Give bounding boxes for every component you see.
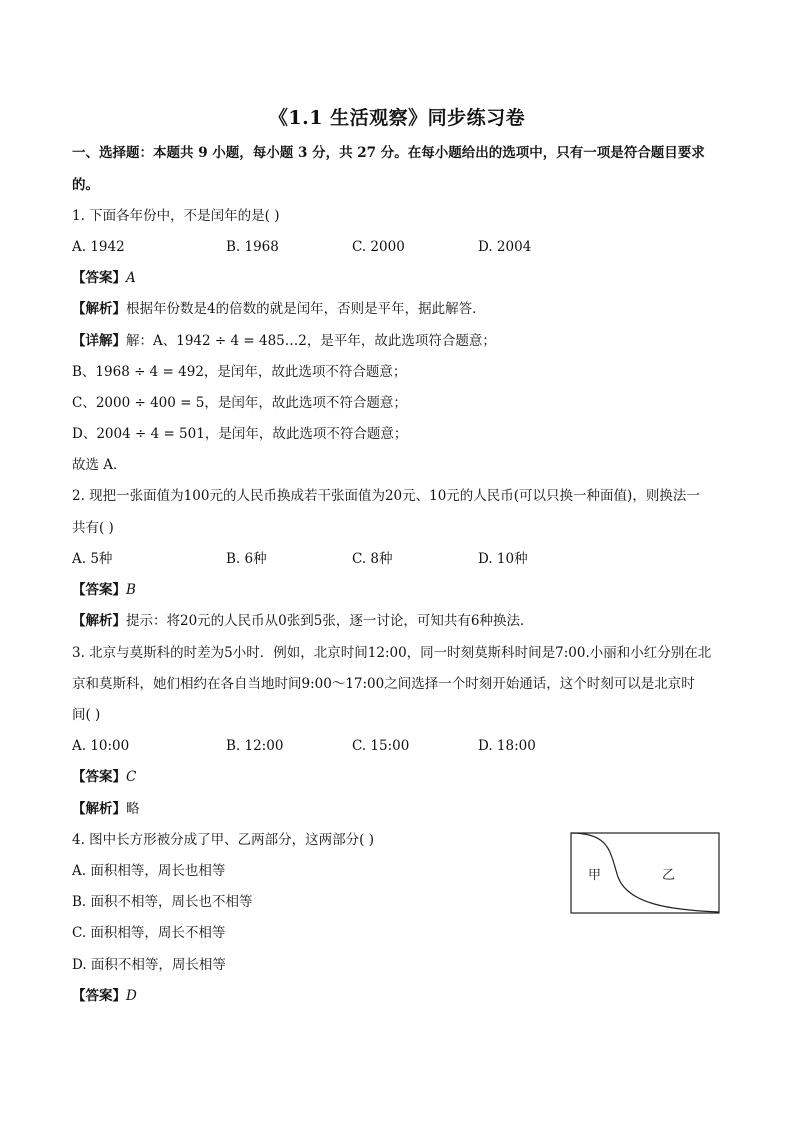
q3-analysis: 【解析】略: [72, 801, 140, 817]
q4-option-a: A. 面积相等，周长也相等: [72, 863, 226, 879]
section-heading-line2: 的。: [72, 177, 99, 193]
q3-stem-line1: 3. 北京与莫斯科的时差为5小时．例如，北京时间12:00，同一时刻莫斯科时间是7:00.小丽和小红分别在北: [72, 645, 712, 661]
label-yi: 乙: [662, 868, 676, 883]
q3-option-c: C. 15:00: [352, 738, 410, 754]
q1-detail-line1: 【详解】解：A、1942 ÷ 4 = 485…2，是平年，故此选项符合题意；: [72, 333, 496, 349]
q1-analysis: 【解析】根据年份数是4的倍数的就是闰年，否则是平年，据此解答．: [72, 301, 486, 317]
label-jia: 甲: [588, 868, 602, 883]
q3-option-d: D. 18:00: [478, 738, 536, 754]
q2-analysis: 【解析】提示：将20元的人民币从0张到5张，逐一讨论，可知共有6种换法．: [72, 613, 534, 629]
q1-option-d: D. 2004: [478, 239, 532, 255]
q2-option-d: D. 10种: [478, 551, 528, 567]
rectangle-figure: [570, 832, 720, 914]
q1-detail-line3: C、2000 ÷ 400 = 5，是闰年，故此选项不符合题意；: [72, 395, 407, 411]
q2-option-c: C. 8种: [352, 551, 393, 567]
q2-stem-line2: 共有( ): [72, 520, 114, 536]
q4-stem: 4. 图中长方形被分成了甲、乙两部分，这两部分( ): [72, 832, 374, 848]
q3-option-a: A. 10:00: [72, 738, 130, 754]
q1-answer: 【答案】A: [72, 270, 136, 286]
q1-option-a: A. 1942: [72, 239, 125, 255]
q3-option-b: B. 12:00: [226, 738, 284, 754]
q2-answer: 【答案】B: [72, 582, 136, 598]
q4-option-d: D. 面积不相等，周长相等: [72, 957, 226, 973]
q1-detail-line2: B、1968 ÷ 4 = 492，是闰年，故此选项不符合题意；: [72, 364, 407, 380]
section-heading-line1: 一、选择题：本题共 9 小题，每小题 3 分，共 27 分。在每小题给出的选项中，只有一项是符合题目要求: [72, 145, 705, 161]
q2-option-b: B. 6种: [226, 551, 267, 567]
q3-stem-line3: 间( ): [72, 707, 101, 723]
q1-option-c: C. 2000: [352, 239, 405, 255]
q1-detail-line4: D、2004 ÷ 4 = 501，是闰年，故此选项不符合题意；: [72, 426, 408, 442]
q2-option-a: A. 5种: [72, 551, 113, 567]
q1-detail-line5: 故选 A．: [72, 457, 127, 473]
q4-option-c: C. 面积相等，周长不相等: [72, 925, 226, 941]
q4-answer: 【答案】D: [72, 988, 137, 1004]
q2-stem-line1: 2. 现把一张面值为100元的人民币换成若干张面值为20元、10元的人民币(可以只换一种面值)，则换法一: [72, 488, 700, 504]
q4-option-b: B. 面积不相等，周长也不相等: [72, 894, 253, 910]
q1-stem: 1. 下面各年份中，不是闰年的是( ): [72, 208, 280, 224]
page-title: 《1.1 生活观察》同步练习卷: [268, 107, 526, 129]
q1-option-b: B. 1968: [226, 239, 279, 255]
q3-stem-line2: 京和莫斯科，她们相约在各自当地时间9:00～17:00之间选择一个时刻开始通话，这个时刻可以是北京时: [72, 676, 695, 692]
q3-answer: 【答案】C: [72, 769, 137, 785]
